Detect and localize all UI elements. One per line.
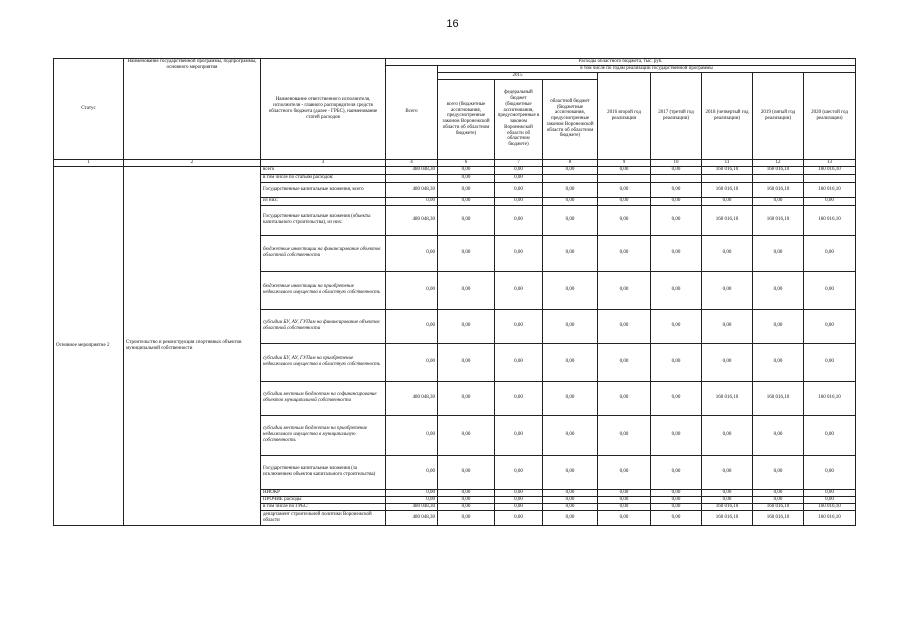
value-cell: 0,00 bbox=[495, 235, 543, 271]
value-cell: 0,00 bbox=[438, 510, 495, 525]
header-2015-federal: федеральный бюджет (бюджетные ассигнования, предусмотренные в законом Воронежской области об областном бюджете) bbox=[495, 79, 543, 159]
value-cell: 0,00 bbox=[543, 309, 598, 343]
table-row bbox=[54, 166, 856, 174]
value-cell: 0,00 bbox=[753, 489, 804, 496]
column-number: 4 bbox=[386, 159, 438, 166]
value-cell: 0,00 bbox=[804, 197, 856, 205]
value-cell: 0,00 bbox=[753, 309, 804, 343]
value-cell: 0,00 bbox=[438, 197, 495, 205]
value-cell: 0,00 bbox=[438, 166, 495, 174]
expense-item-label: всего bbox=[261, 166, 386, 174]
value-cell: 0,00 bbox=[598, 503, 651, 510]
expense-item-label: ПРОЧИЕ расходы bbox=[261, 496, 386, 503]
value-cell: 0,00 bbox=[386, 455, 438, 489]
name-cell: Строительство и реконструкция спортивных объектов муниципальной собственности bbox=[124, 166, 261, 525]
value-cell: 160 016,10 bbox=[804, 503, 856, 510]
value-cell: 0,00 bbox=[598, 197, 651, 205]
value-cell: 160 016,10 bbox=[753, 205, 804, 235]
value-cell: 0,00 bbox=[598, 182, 651, 197]
value-cell: 160 016,10 bbox=[753, 166, 804, 174]
column-number: 10 bbox=[651, 159, 702, 166]
value-cell: 0,00 bbox=[651, 381, 702, 415]
value-cell: 0,00 bbox=[386, 309, 438, 343]
value-cell: 0,00 bbox=[438, 496, 495, 503]
value-cell: 0,00 bbox=[495, 415, 543, 455]
value-cell: 0,00 bbox=[495, 489, 543, 496]
value-cell: 0,00 bbox=[804, 415, 856, 455]
value-cell bbox=[386, 174, 438, 182]
value-cell: 160 016,10 bbox=[804, 205, 856, 235]
value-cell: 0,00 bbox=[702, 271, 753, 309]
value-cell: 0,00 bbox=[598, 166, 651, 174]
value-cell: 0,00 bbox=[543, 489, 598, 496]
header-total: Всего bbox=[386, 66, 438, 160]
value-cell: 0,00 bbox=[598, 489, 651, 496]
value-cell: 0,00 bbox=[386, 496, 438, 503]
column-number: 13 bbox=[804, 159, 856, 166]
value-cell: 0,00 bbox=[598, 496, 651, 503]
value-cell: 480 048,30 bbox=[386, 510, 438, 525]
value-cell: 0,00 bbox=[495, 496, 543, 503]
value-cell: 0,00 bbox=[543, 503, 598, 510]
value-cell: 160 016,10 bbox=[753, 510, 804, 525]
value-cell: 0,00 bbox=[702, 455, 753, 489]
value-cell: 0,00 bbox=[543, 415, 598, 455]
value-cell: 0,00 bbox=[651, 197, 702, 205]
page-number: 16 bbox=[446, 18, 459, 30]
value-cell: 0,00 bbox=[753, 197, 804, 205]
value-cell: 0,00 bbox=[543, 205, 598, 235]
value-cell: 160 016,10 bbox=[702, 182, 753, 197]
expense-item-label: Государственные капитальные вложения (объекты капитального строительства), из них: bbox=[261, 205, 386, 235]
value-cell: 0,00 bbox=[702, 489, 753, 496]
column-number: 11 bbox=[702, 159, 753, 166]
value-cell: 160 016,10 bbox=[804, 182, 856, 197]
value-cell: 0,00 bbox=[804, 455, 856, 489]
value-cell: 0,00 bbox=[543, 271, 598, 309]
value-cell: 0,00 bbox=[386, 489, 438, 496]
expense-item-label: субсидии БУ, АУ, ГУПам на финансирование объектов областной собственности bbox=[261, 309, 386, 343]
value-cell: 0,00 bbox=[651, 343, 702, 381]
value-cell: 0,00 bbox=[702, 496, 753, 503]
value-cell: 0,00 bbox=[598, 309, 651, 343]
column-number: 12 bbox=[753, 159, 804, 166]
value-cell: 0,00 bbox=[438, 182, 495, 197]
value-cell: 0,00 bbox=[543, 455, 598, 489]
expense-item-label: субсидии БУ, АУ, ГУПам на приобретение недвижимого имущества в областную собственность bbox=[261, 343, 386, 381]
header-expenses: Расходы областного бюджета, тыс. руб. bbox=[386, 59, 856, 66]
header-year-2015: 2015 bbox=[438, 72, 598, 79]
column-number: 9 bbox=[598, 159, 651, 166]
value-cell: 0,00 bbox=[386, 197, 438, 205]
value-cell: 0,00 bbox=[651, 489, 702, 496]
value-cell: 0,00 bbox=[543, 182, 598, 197]
value-cell: 0,00 bbox=[543, 197, 598, 205]
value-cell bbox=[804, 174, 856, 182]
value-cell: 0,00 bbox=[598, 510, 651, 525]
value-cell: 0,00 bbox=[651, 205, 702, 235]
value-cell: 0,00 bbox=[702, 415, 753, 455]
value-cell: 0,00 bbox=[598, 455, 651, 489]
value-cell: 0,00 bbox=[598, 205, 651, 235]
value-cell: 0,00 bbox=[495, 503, 543, 510]
value-cell: 0,00 bbox=[438, 205, 495, 235]
value-cell: 0,00 bbox=[495, 343, 543, 381]
value-cell: 0,00 bbox=[438, 235, 495, 271]
column-number: 6 bbox=[438, 159, 495, 166]
value-cell: 0,00 bbox=[651, 271, 702, 309]
value-cell: 480 048,30 bbox=[386, 205, 438, 235]
value-cell: 0,00 bbox=[804, 496, 856, 503]
value-cell: 0,00 bbox=[753, 415, 804, 455]
header-2015-total: всего (бюджетные ассигнования, предусмотренные законом Воронежской области об областном бюджете) bbox=[438, 79, 495, 159]
expense-item-label: Государственные капитальные вложения, всего bbox=[261, 182, 386, 197]
value-cell: 0,00 bbox=[438, 309, 495, 343]
value-cell: 0,00 bbox=[438, 271, 495, 309]
value-cell: 0,00 bbox=[438, 455, 495, 489]
value-cell: 0,00 bbox=[495, 381, 543, 415]
value-cell: 0,00 bbox=[804, 235, 856, 271]
value-cell: 0,00 bbox=[438, 489, 495, 496]
value-cell: 160 016,10 bbox=[702, 381, 753, 415]
value-cell: 0,00 bbox=[651, 235, 702, 271]
expense-item-label: департамент строительной политики Воронежской области bbox=[261, 510, 386, 525]
value-cell: 0,00 bbox=[495, 166, 543, 174]
value-cell bbox=[702, 174, 753, 182]
value-cell: 160 016,10 bbox=[702, 503, 753, 510]
column-number: 1 bbox=[54, 159, 124, 166]
value-cell bbox=[651, 174, 702, 182]
header-name: Наименование государственной программы, подпрограммы, основного мероприятия bbox=[124, 59, 261, 160]
header-by-years: в том числе по годам реализации государственной программы bbox=[438, 66, 856, 73]
value-cell: 480 048,30 bbox=[386, 381, 438, 415]
value-cell: 0,00 bbox=[702, 197, 753, 205]
value-cell: 0,00 bbox=[753, 271, 804, 309]
value-cell: 160 016,10 bbox=[804, 510, 856, 525]
budget-table bbox=[53, 58, 856, 526]
value-cell: 160 016,10 bbox=[702, 205, 753, 235]
value-cell: 0,00 bbox=[495, 271, 543, 309]
expense-item-label: субсидии местным бюджетам на приобретение недвижимого имущества в муниципальную собственность bbox=[261, 415, 386, 455]
value-cell: 480 048,30 bbox=[386, 166, 438, 174]
value-cell: 0,00 bbox=[438, 343, 495, 381]
value-cell: 160 016,10 bbox=[804, 166, 856, 174]
value-cell: 0,00 bbox=[543, 496, 598, 503]
value-cell: 0,00 bbox=[702, 343, 753, 381]
value-cell: 0,00 bbox=[495, 510, 543, 525]
header-year-2018: 2018 (четвертый год реализации) bbox=[702, 72, 753, 159]
value-cell: 0,00 bbox=[651, 182, 702, 197]
value-cell: 0,00 bbox=[598, 381, 651, 415]
value-cell: 0,00 bbox=[495, 455, 543, 489]
header-responsible: Наименование ответственного исполнителя, исполнителя - главного распорядителя средств областного бюджета (далее - ГРБС), наименование статей расходов bbox=[261, 59, 386, 160]
expense-item-label: бюджетные инвестиции на приобретение недвижимого имущества в областную собственность bbox=[261, 271, 386, 309]
value-cell: 0,00 bbox=[804, 271, 856, 309]
value-cell: 0,00 bbox=[753, 343, 804, 381]
header-year-2016: 2016 второй год реализации bbox=[598, 72, 651, 159]
column-number: 8 bbox=[543, 159, 598, 166]
value-cell: 0,00 bbox=[543, 235, 598, 271]
value-cell: 0,00 bbox=[753, 235, 804, 271]
value-cell bbox=[543, 174, 598, 182]
value-cell: 0,00 bbox=[702, 235, 753, 271]
value-cell: 0,00 bbox=[702, 309, 753, 343]
value-cell: 0,00 bbox=[651, 415, 702, 455]
expense-item-label: НИОКР bbox=[261, 489, 386, 496]
expense-item-label: бюджетные инвестиции на финансирование объектов областной собственности bbox=[261, 235, 386, 271]
header-year-2017: 2017 (третий год реализации) bbox=[651, 72, 702, 159]
value-cell: 0,00 bbox=[495, 205, 543, 235]
value-cell: 480 048,30 bbox=[386, 503, 438, 510]
value-cell: 0,00 bbox=[753, 496, 804, 503]
value-cell: 0,00 bbox=[438, 381, 495, 415]
value-cell: 0,00 bbox=[804, 309, 856, 343]
column-number: 3 bbox=[261, 159, 386, 166]
expense-item-label: Государственные капитальные вложения (за исключением объектов капитального строительства) bbox=[261, 455, 386, 489]
value-cell: 0,00 bbox=[386, 415, 438, 455]
header-status: Статус bbox=[54, 59, 124, 160]
value-cell: 0,00 bbox=[386, 235, 438, 271]
value-cell: 0,00 bbox=[543, 166, 598, 174]
column-number: 7 bbox=[495, 159, 543, 166]
status-cell: Основное мероприятие 2 bbox=[54, 166, 124, 525]
value-cell: 0,00 bbox=[495, 182, 543, 197]
header-2015-regional: областной бюджет (бюджетные ассигнования, предусмотренные законом Воронежской области об областном бюджете) bbox=[543, 79, 598, 159]
value-cell: 0,00 bbox=[804, 343, 856, 381]
value-cell: 0,00 bbox=[386, 271, 438, 309]
value-cell: 0,00 bbox=[543, 510, 598, 525]
value-cell: 0,00 bbox=[753, 455, 804, 489]
value-cell: 0,00 bbox=[495, 309, 543, 343]
value-cell: 480 048,30 bbox=[386, 182, 438, 197]
value-cell: 0,00 bbox=[495, 174, 543, 182]
expense-item-label: в том числе по ГРБС: bbox=[261, 503, 386, 510]
column-numbers-row bbox=[54, 159, 856, 166]
column-number: 2 bbox=[124, 159, 261, 166]
value-cell bbox=[753, 174, 804, 182]
value-cell: 160 016,10 bbox=[753, 381, 804, 415]
value-cell: 0,00 bbox=[598, 343, 651, 381]
header-year-2020: 2020 (шестой год реализации) bbox=[804, 72, 856, 159]
value-cell: 0,00 bbox=[651, 455, 702, 489]
value-cell: 0,00 bbox=[386, 343, 438, 381]
value-cell: 0,00 bbox=[438, 503, 495, 510]
expense-item-label: субсидии местным бюджетам на софинансирование объектов муниципальной собственности bbox=[261, 381, 386, 415]
value-cell: 0,00 bbox=[651, 503, 702, 510]
value-cell: 0,00 bbox=[651, 309, 702, 343]
value-cell: 0,00 bbox=[495, 197, 543, 205]
value-cell: 0,00 bbox=[804, 489, 856, 496]
value-cell: 0,00 bbox=[598, 415, 651, 455]
value-cell: 160 016,10 bbox=[702, 166, 753, 174]
header-year-2019: 2019 (пятый год реализации) bbox=[753, 72, 804, 159]
value-cell: 0,00 bbox=[543, 381, 598, 415]
value-cell: 0,00 bbox=[651, 166, 702, 174]
value-cell: 0,00 bbox=[438, 415, 495, 455]
value-cell: 160 016,10 bbox=[753, 503, 804, 510]
value-cell: 160 016,10 bbox=[702, 510, 753, 525]
expense-item-label: в том числе по статьям расходов: bbox=[261, 174, 386, 182]
value-cell: 0,00 bbox=[651, 496, 702, 503]
value-cell: 0,00 bbox=[543, 343, 598, 381]
value-cell: 160 016,10 bbox=[804, 381, 856, 415]
value-cell: 0,00 bbox=[598, 271, 651, 309]
value-cell: 0,00 bbox=[651, 510, 702, 525]
value-cell bbox=[598, 174, 651, 182]
value-cell: 0,00 bbox=[438, 174, 495, 182]
value-cell: 0,00 bbox=[598, 235, 651, 271]
value-cell: 160 016,10 bbox=[753, 182, 804, 197]
expense-item-label: из них: bbox=[261, 197, 386, 205]
